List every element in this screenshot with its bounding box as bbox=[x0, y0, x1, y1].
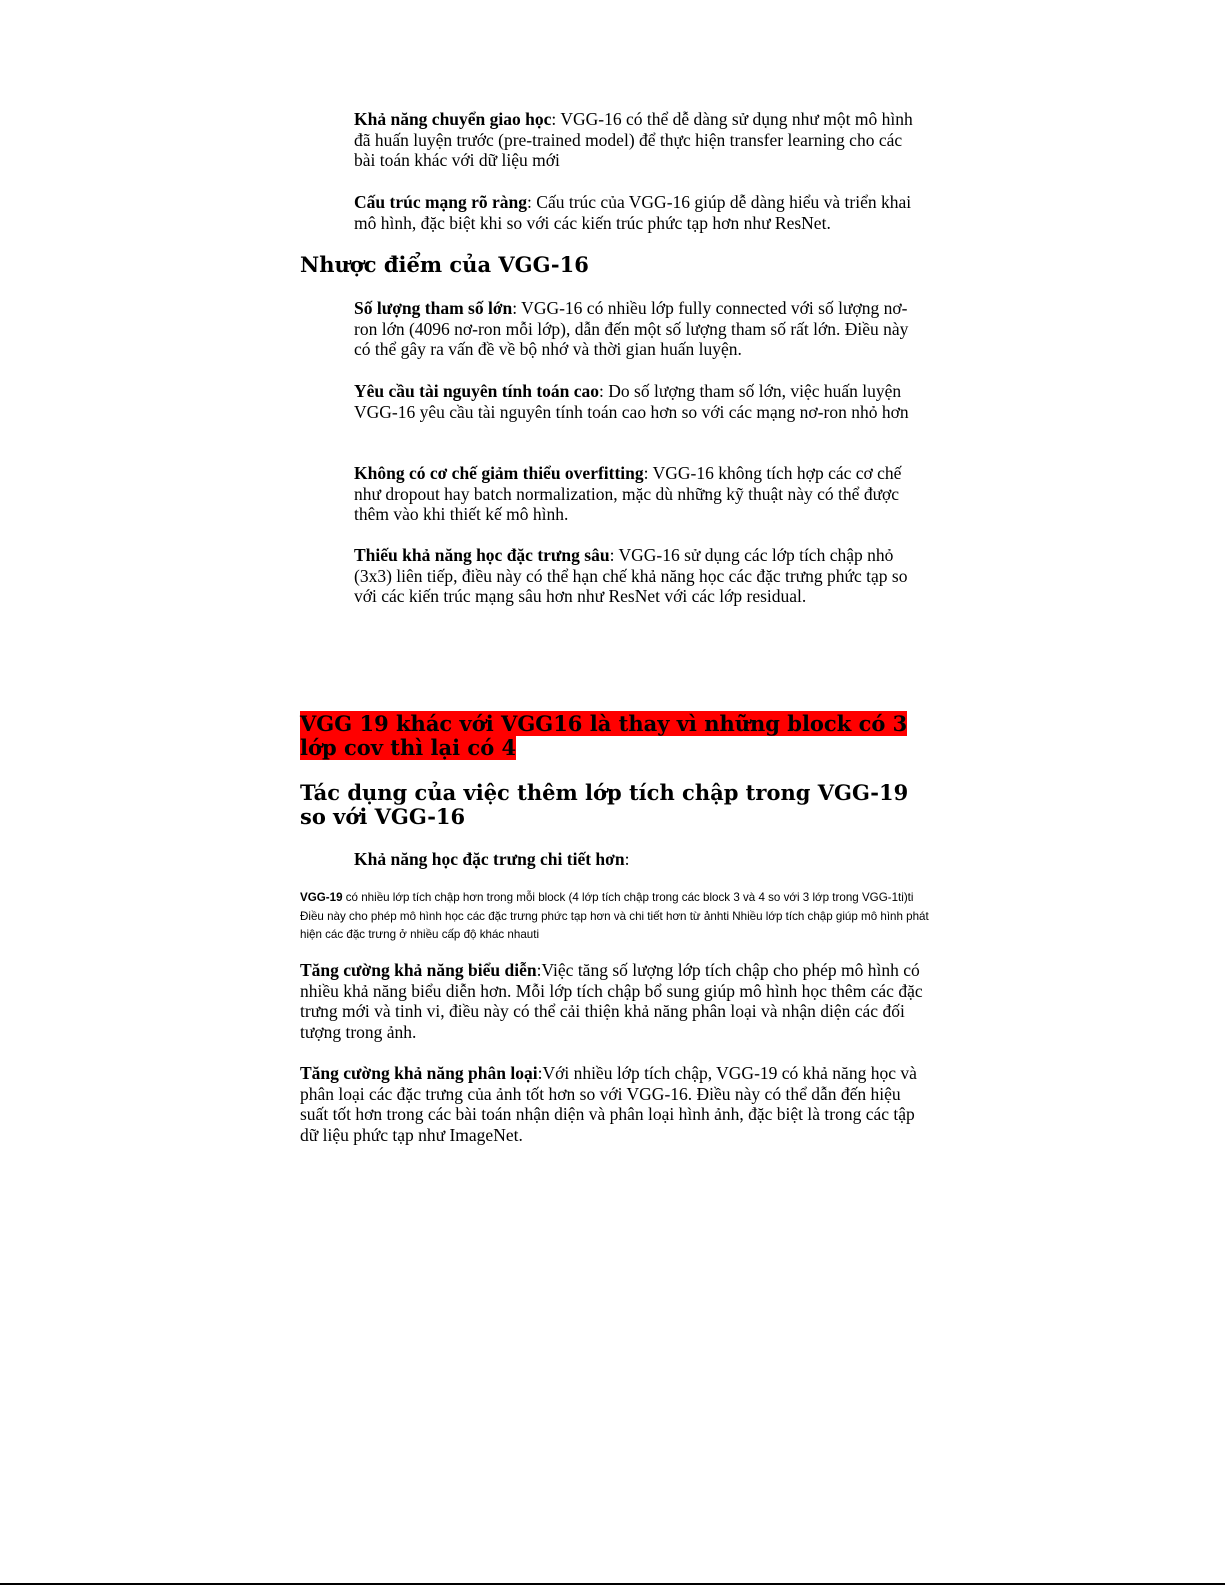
vgg19-note-term: VGG-19 bbox=[300, 891, 343, 904]
cons-term: Thiếu khả năng học đặc trưng sâu bbox=[354, 545, 610, 565]
vgg19-text: :Với nhiều lớp tích chập, VGG-19 có khả năng học và phân loại các đặc trưng của ảnh tốt hơn so với VGG-16. Điều này có thể dẫn đến hiệu suất tốt hơn trong các bài toán nhận diện và phân loại hình ảnh, đặc biệt là trong các tập dữ liệu phức tạp như ImageNet. bbox=[300, 1063, 917, 1146]
cons-term: Số lượng tham số lớn bbox=[354, 298, 513, 318]
cons-item-parameters bbox=[354, 298, 926, 360]
cons-item-overfitting bbox=[354, 463, 926, 525]
vgg19-item-representation bbox=[300, 960, 930, 1043]
vgg19-note bbox=[300, 889, 940, 945]
cons-text: : VGG-16 sử dụng các lớp tích chập nhỏ (3x3) liên tiếp, điều này có thể hạn chế khả năng học các đặc trưng phức tạp so với các kiến trúc mạng sâu hơn như ResNet với các lớp residual. bbox=[354, 545, 908, 607]
vgg19-heading: Tác dụng của việc thêm lớp tích chập trong VGG-19 so với VGG-16 bbox=[300, 780, 909, 829]
vgg19-term: Tăng cường khả năng phân loại bbox=[300, 1063, 538, 1083]
vgg19-term: Tăng cường khả năng biểu diễn bbox=[300, 960, 537, 980]
advantage-transfer-learning bbox=[354, 109, 926, 171]
cons-item-deep-features bbox=[354, 545, 926, 607]
vgg19-item-classification bbox=[300, 1063, 930, 1146]
vgg19-text: :Việc tăng số lượng lớp tích chập cho phép mô hình có nhiều khả năng biểu diễn hơn. Mỗi lớp tích chập bổ sung giúp mô hình học thêm các đặc trưng mới và tinh vi, điều này có thể cải thiện khả năng phân loại và nhận diện các đối tượng trong ảnh. bbox=[300, 960, 923, 1043]
advantage-term: Khả năng chuyển giao học bbox=[354, 109, 552, 129]
advantage-term: Cấu trúc mạng rõ ràng bbox=[354, 192, 528, 212]
advantage-clear-structure bbox=[354, 192, 926, 233]
advantage-text: : VGG-16 có thể dễ dàng sử dụng như một mô hình đã huấn luyện trước (pre-trained model) để thực hiện transfer learning cho các bài toán khác với dữ liệu mới bbox=[354, 109, 913, 171]
vgg19-subheading-term: Khả năng học đặc trưng chi tiết hơn bbox=[354, 849, 625, 869]
cons-text: : Do số lượng tham số lớn, việc huấn luyện VGG-16 yêu cầu tài nguyên tính toán cao hơn so với các mạng nơ-ron nhỏ hơn bbox=[354, 381, 909, 422]
cons-item-resources bbox=[354, 381, 926, 422]
vgg19-subheading bbox=[354, 849, 926, 870]
cons-heading: Nhược điểm của VGG-16 bbox=[300, 252, 589, 277]
cons-text: : VGG-16 không tích hợp các cơ chế như dropout hay batch normalization, mặc dù những kỹ thuật này có thể được thêm vào khi thiết kế mô hình. bbox=[354, 463, 902, 525]
vgg19-note-text: có nhiều lớp tích chập hơn trong mỗi block (4 lớp tích chập trong các block 3 và 4 so với 3 lớp trong VGG-1ti)ti Điều này cho phép mô hình học các đặc trưng phức tạp hơn và chi tiết hơn từ ảnhti Nhiều lớp tích chập giúp mô hình phát hiện các đặc trưng ở nhiều cấp độ khác nhauti bbox=[300, 891, 929, 941]
highlighted-heading-text: VGG 19 khác với VGG16 là thay vì những block có 3 lớp cov thì lại có 4 bbox=[300, 711, 908, 760]
advantage-text: : Cấu trúc của VGG-16 giúp dễ dàng hiểu và triển khai mô hình, đặc biệt khi so với các kiến trúc phức tạp hơn như ResNet. bbox=[354, 192, 912, 233]
highlighted-heading bbox=[300, 712, 920, 760]
vgg19-subheading-suffix: : bbox=[624, 849, 630, 869]
cons-term: Không có cơ chế giảm thiểu overfitting bbox=[354, 463, 644, 483]
cons-term: Yêu cầu tài nguyên tính toán cao bbox=[354, 381, 600, 401]
cons-text: : VGG-16 có nhiều lớp fully connected với số lượng nơ-ron lớn (4096 nơ-ron mỗi lớp), dẫn đến một số lượng tham số rất lớn. Điều này có thể gây ra vấn đề về bộ nhớ và thời gian huấn luyện. bbox=[354, 298, 909, 360]
